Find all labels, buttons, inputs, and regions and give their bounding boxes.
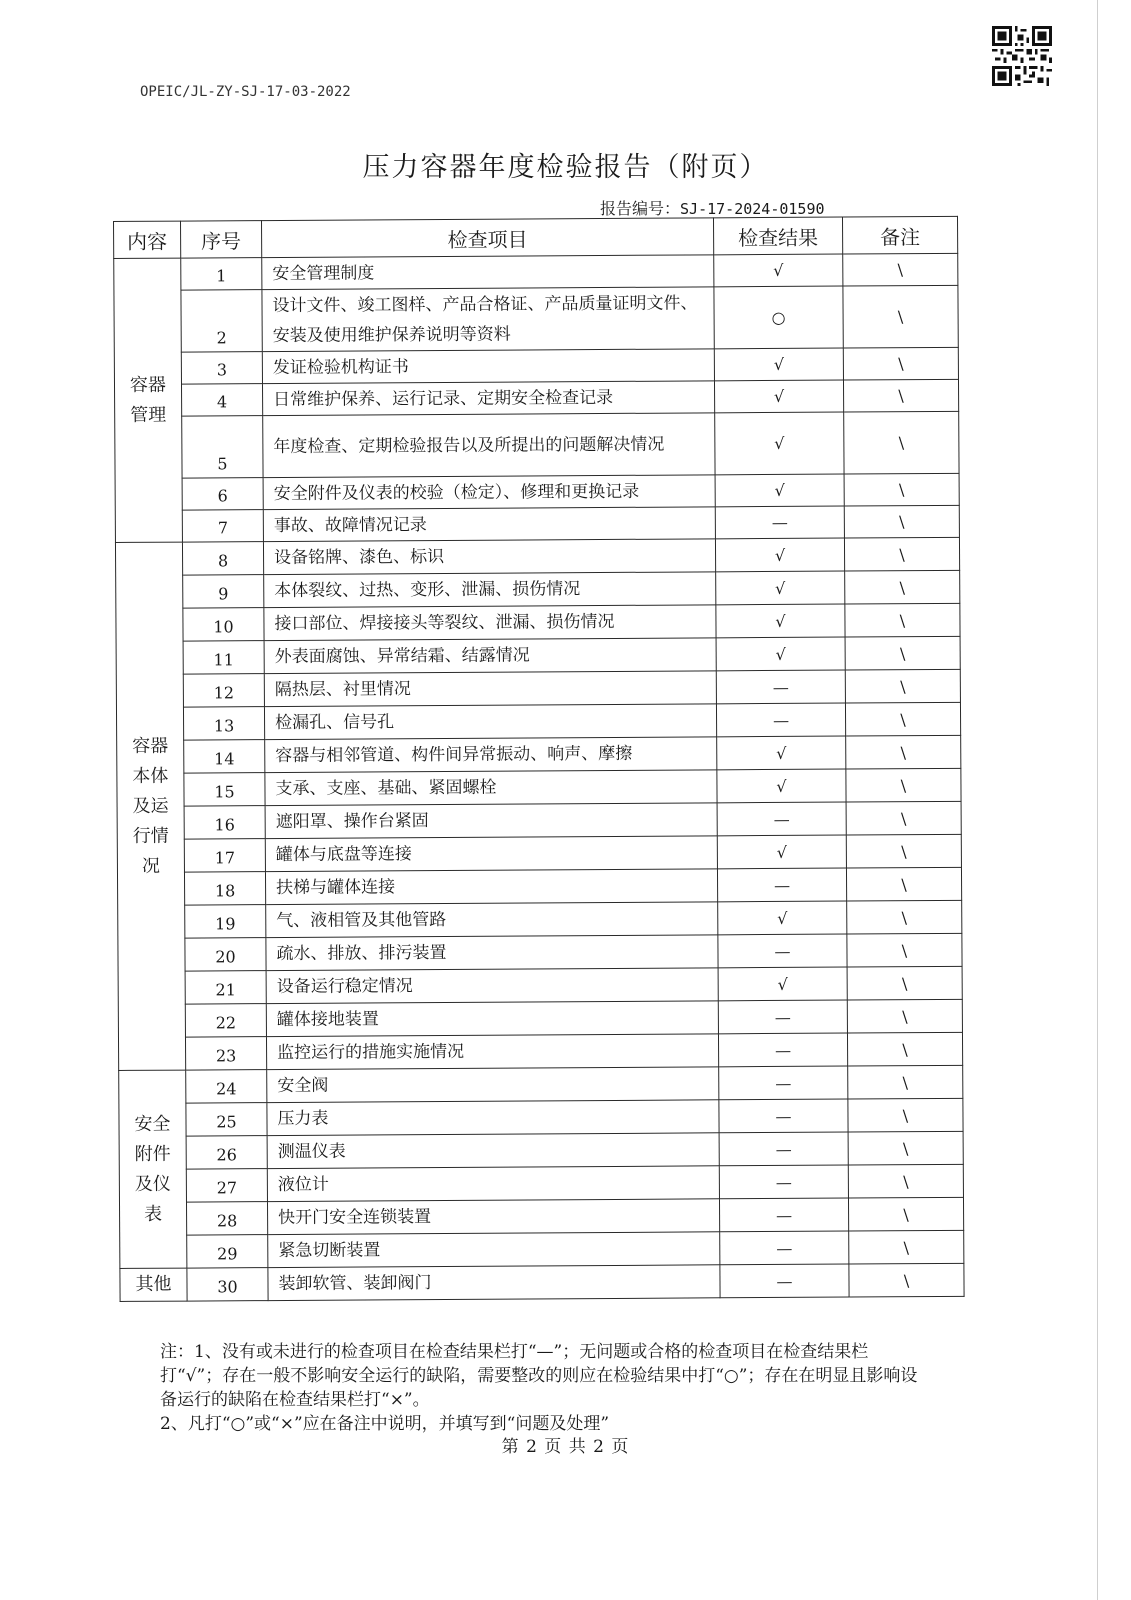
remark-cell: \ bbox=[848, 1131, 963, 1165]
table-row bbox=[115, 411, 959, 478]
item-cell: 隔热层、衬里情况 bbox=[264, 671, 716, 707]
seq-cell: 12 bbox=[183, 674, 264, 707]
item-cell: 设计文件、竣工图样、产品合格证、产品质量证明文件、安装及使用维护保养说明等资料 bbox=[262, 287, 714, 352]
category-label-line: 安全 bbox=[134, 1113, 171, 1135]
item-cell: 支承、支座、基础、紧固螺栓 bbox=[265, 770, 717, 806]
seq-cell: 2 bbox=[181, 290, 262, 352]
seq-cell: 23 bbox=[185, 1037, 266, 1070]
result-cell: — bbox=[716, 670, 845, 704]
result-cell: — bbox=[716, 703, 845, 737]
item-cell: 装卸软管、装卸阀门 bbox=[268, 1265, 720, 1301]
seq-cell: 14 bbox=[184, 740, 265, 773]
report-number-value: SJ-17-2024-01590 bbox=[680, 200, 825, 218]
seq-cell: 16 bbox=[184, 806, 265, 839]
table-row bbox=[119, 1164, 963, 1202]
result-cell: — bbox=[720, 1264, 849, 1298]
seq-cell: 8 bbox=[182, 542, 263, 575]
item-cell: 气、液相管及其他管路 bbox=[266, 902, 718, 938]
seq-cell: 9 bbox=[183, 575, 264, 608]
table-row bbox=[120, 1263, 964, 1301]
header-seq: 序号 bbox=[181, 221, 262, 258]
seq-cell: 15 bbox=[184, 773, 265, 806]
table-row bbox=[119, 1197, 963, 1235]
category-label-line: 容器 bbox=[132, 735, 169, 757]
table-row bbox=[120, 1230, 964, 1268]
remark-cell: \ bbox=[843, 285, 958, 348]
item-cell: 安全管理制度 bbox=[262, 255, 714, 290]
header-category: 内容 bbox=[114, 221, 181, 258]
seq-cell: 21 bbox=[185, 971, 266, 1004]
item-cell: 安全阀 bbox=[267, 1067, 719, 1103]
seq-cell: 11 bbox=[183, 641, 264, 674]
remark-cell: \ bbox=[847, 933, 962, 967]
category-label-line: 本体 bbox=[132, 765, 169, 787]
item-cell: 安全附件及仪表的校验（检定）、修理和更换记录 bbox=[263, 475, 715, 510]
item-cell: 检漏孔、信号孔 bbox=[264, 704, 716, 740]
remark-cell: \ bbox=[849, 1230, 964, 1264]
table-row bbox=[116, 603, 960, 641]
category-cell bbox=[114, 258, 183, 542]
table-row bbox=[117, 801, 961, 839]
seq-cell: 17 bbox=[184, 839, 265, 872]
result-cell: — bbox=[720, 1231, 849, 1265]
report-number-label: 报告编号： bbox=[600, 199, 681, 218]
item-cell: 扶梯与罐体连接 bbox=[265, 869, 717, 905]
table-header-row bbox=[114, 216, 958, 258]
table-row bbox=[118, 966, 962, 1004]
result-cell: √ bbox=[715, 474, 844, 507]
seq-cell: 30 bbox=[187, 1268, 268, 1301]
seq-cell: 7 bbox=[182, 510, 263, 542]
header-item: 检查项目 bbox=[262, 218, 714, 258]
item-cell: 罐体接地装置 bbox=[266, 1001, 718, 1037]
category-cell bbox=[119, 1070, 187, 1268]
result-cell: √ bbox=[717, 736, 846, 770]
category-label-line: 其他 bbox=[135, 1273, 172, 1295]
category-cell bbox=[120, 1268, 187, 1301]
remark-cell: \ bbox=[846, 801, 961, 835]
remark-cell: \ bbox=[844, 473, 959, 506]
seq-cell: 26 bbox=[186, 1136, 267, 1169]
result-cell: — bbox=[718, 1000, 847, 1034]
table-row bbox=[115, 505, 959, 542]
page-number: 第 2 页 共 2 页 bbox=[501, 1437, 630, 1457]
table-row bbox=[116, 570, 960, 608]
result-cell: √ bbox=[717, 769, 846, 803]
result-cell: √ bbox=[718, 901, 847, 935]
remark-cell: \ bbox=[845, 669, 960, 703]
seq-cell: 25 bbox=[186, 1103, 267, 1136]
result-cell: — bbox=[719, 1066, 848, 1100]
remark-cell: \ bbox=[848, 1098, 963, 1132]
remark-cell: \ bbox=[844, 505, 959, 538]
table-row bbox=[114, 379, 958, 416]
seq-cell: 24 bbox=[186, 1070, 267, 1103]
table-row bbox=[117, 735, 961, 773]
remark-cell: \ bbox=[846, 867, 961, 901]
category-label-line: 行情 bbox=[132, 825, 169, 847]
result-cell: √ bbox=[714, 348, 843, 381]
seq-cell: 22 bbox=[185, 1004, 266, 1037]
seq-cell: 5 bbox=[182, 416, 263, 478]
remark-cell: \ bbox=[844, 411, 959, 474]
item-cell: 紧急切断装置 bbox=[268, 1232, 720, 1268]
table-row bbox=[118, 1032, 962, 1070]
table-row bbox=[114, 347, 958, 384]
result-cell: — bbox=[718, 1033, 847, 1067]
table-row bbox=[118, 900, 962, 938]
result-cell: √ bbox=[714, 254, 843, 287]
table-row bbox=[117, 834, 961, 872]
category-label-line: 表 bbox=[144, 1203, 163, 1225]
report-title: 压力容器年度检验报告（附页） bbox=[362, 152, 769, 183]
table-row bbox=[117, 867, 961, 905]
page-edge-line bbox=[1097, 0, 1098, 1600]
qr-code-icon bbox=[992, 26, 1052, 86]
result-cell: ○ bbox=[714, 286, 843, 349]
item-cell: 疏水、排放、排污装置 bbox=[266, 935, 718, 971]
table-row bbox=[116, 669, 960, 707]
report-number bbox=[600, 196, 825, 219]
remark-cell: \ bbox=[843, 253, 958, 286]
item-cell: 事故、故障情况记录 bbox=[263, 507, 715, 542]
category-label-line: 况 bbox=[141, 855, 161, 877]
item-cell: 测温仪表 bbox=[267, 1133, 719, 1169]
seq-cell: 20 bbox=[185, 938, 266, 971]
table-row bbox=[114, 253, 958, 290]
result-cell: — bbox=[718, 934, 847, 968]
table-row bbox=[119, 1098, 963, 1136]
remark-cell: \ bbox=[849, 1263, 964, 1297]
category-label-line: 管理 bbox=[130, 404, 167, 426]
remark-cell: \ bbox=[845, 702, 960, 736]
result-cell: √ bbox=[716, 637, 845, 671]
seq-cell: 19 bbox=[185, 905, 266, 938]
result-cell: — bbox=[717, 802, 846, 836]
remark-cell: \ bbox=[844, 537, 959, 571]
item-cell: 快开门安全连锁装置 bbox=[267, 1199, 719, 1235]
remark-cell: \ bbox=[847, 1032, 962, 1066]
result-cell: √ bbox=[714, 380, 843, 413]
category-label-line: 附件 bbox=[134, 1143, 171, 1165]
remark-cell: \ bbox=[848, 1197, 963, 1231]
item-cell: 日常维护保养、运行记录、定期安全检查记录 bbox=[262, 381, 714, 416]
category-cell bbox=[115, 542, 185, 1070]
table-row bbox=[119, 1065, 963, 1103]
seq-cell: 3 bbox=[181, 352, 262, 384]
item-cell: 设备铭牌、漆色、标识 bbox=[263, 539, 715, 575]
category-label-line: 及运 bbox=[132, 795, 169, 817]
remark-cell: \ bbox=[848, 1164, 963, 1198]
item-cell: 本体裂纹、过热、变形、泄漏、损伤情况 bbox=[264, 572, 716, 608]
remark-cell: \ bbox=[848, 1065, 963, 1099]
remark-cell: \ bbox=[846, 768, 961, 802]
result-cell: — bbox=[715, 506, 844, 539]
table-row bbox=[116, 636, 960, 674]
item-cell: 发证检验机构证书 bbox=[262, 349, 714, 384]
result-cell: √ bbox=[718, 967, 847, 1001]
seq-cell: 18 bbox=[184, 872, 265, 905]
remark-cell: \ bbox=[847, 900, 962, 934]
remark-cell: \ bbox=[846, 834, 961, 868]
remark-cell: \ bbox=[846, 735, 961, 769]
item-cell: 容器与相邻管道、构件间异常振动、响声、摩擦 bbox=[265, 737, 717, 773]
note-line-1: 注：1、没有或未进行的检查项目在检查结果栏打“—”；无问题或合格的检查项目在检查结果栏打“√”；存在一般不影响安全运行的缺陷，需要整改的则应在检验结果中打“○”；存在在明显且影响设备运行的缺陷在检查结果栏打“×”。 bbox=[160, 1342, 918, 1410]
result-cell: √ bbox=[716, 604, 845, 638]
remark-cell: \ bbox=[843, 347, 958, 380]
result-cell: — bbox=[717, 868, 846, 902]
header-result: 检查结果 bbox=[713, 217, 842, 255]
item-cell: 外表面腐蚀、异常结霜、结露情况 bbox=[264, 638, 716, 674]
item-cell: 监控运行的措施实施情况 bbox=[266, 1034, 718, 1070]
item-cell: 液位计 bbox=[267, 1166, 719, 1202]
seq-cell: 4 bbox=[181, 384, 262, 416]
notes bbox=[160, 1340, 930, 1436]
result-cell: — bbox=[719, 1198, 848, 1232]
remark-cell: \ bbox=[845, 636, 960, 670]
item-cell: 罐体与底盘等连接 bbox=[265, 836, 717, 872]
result-cell: √ bbox=[716, 571, 845, 605]
item-cell: 遮阳罩、操作台紧固 bbox=[265, 803, 717, 839]
category-label-line: 容器 bbox=[129, 374, 167, 396]
remark-cell: \ bbox=[845, 603, 960, 637]
table-row bbox=[118, 999, 962, 1037]
table-row bbox=[115, 473, 959, 510]
category-label-line: 及仪 bbox=[134, 1173, 171, 1195]
table-row bbox=[119, 1131, 963, 1169]
remark-cell: \ bbox=[845, 570, 960, 604]
result-cell: √ bbox=[717, 835, 846, 869]
document-code: OPEIC/JL-ZY-SJ-17-03-2022 bbox=[140, 84, 351, 100]
table-row bbox=[115, 537, 959, 575]
table-row bbox=[114, 285, 958, 352]
remark-cell: \ bbox=[847, 966, 962, 1000]
seq-cell: 13 bbox=[183, 707, 264, 740]
seq-cell: 27 bbox=[186, 1169, 267, 1202]
result-cell: — bbox=[719, 1099, 848, 1133]
seq-cell: 28 bbox=[186, 1202, 267, 1235]
header-remark: 备注 bbox=[842, 216, 957, 254]
inspection-table bbox=[113, 216, 965, 1302]
seq-cell: 6 bbox=[182, 478, 263, 510]
remark-cell: \ bbox=[847, 999, 962, 1033]
result-cell: — bbox=[719, 1165, 848, 1199]
seq-cell: 29 bbox=[187, 1235, 268, 1268]
result-cell: √ bbox=[715, 538, 844, 572]
table-row bbox=[118, 933, 962, 971]
table-row bbox=[116, 702, 960, 740]
result-cell: — bbox=[719, 1132, 848, 1166]
seq-cell: 10 bbox=[183, 608, 264, 641]
table-row bbox=[117, 768, 961, 806]
item-cell: 压力表 bbox=[267, 1100, 719, 1136]
seq-cell: 1 bbox=[181, 258, 262, 290]
remark-cell: \ bbox=[843, 379, 958, 412]
item-cell: 设备运行稳定情况 bbox=[266, 968, 718, 1004]
item-cell: 年度检查、定期检验报告以及所提出的问题解决情况 bbox=[263, 413, 715, 478]
note-line-2: 2、凡打“○”或“×”应在备注中说明，并填写到“问题及处理” bbox=[160, 1414, 610, 1434]
item-cell: 接口部位、焊接接头等裂纹、泄漏、损伤情况 bbox=[264, 605, 716, 641]
result-cell: √ bbox=[715, 412, 844, 475]
